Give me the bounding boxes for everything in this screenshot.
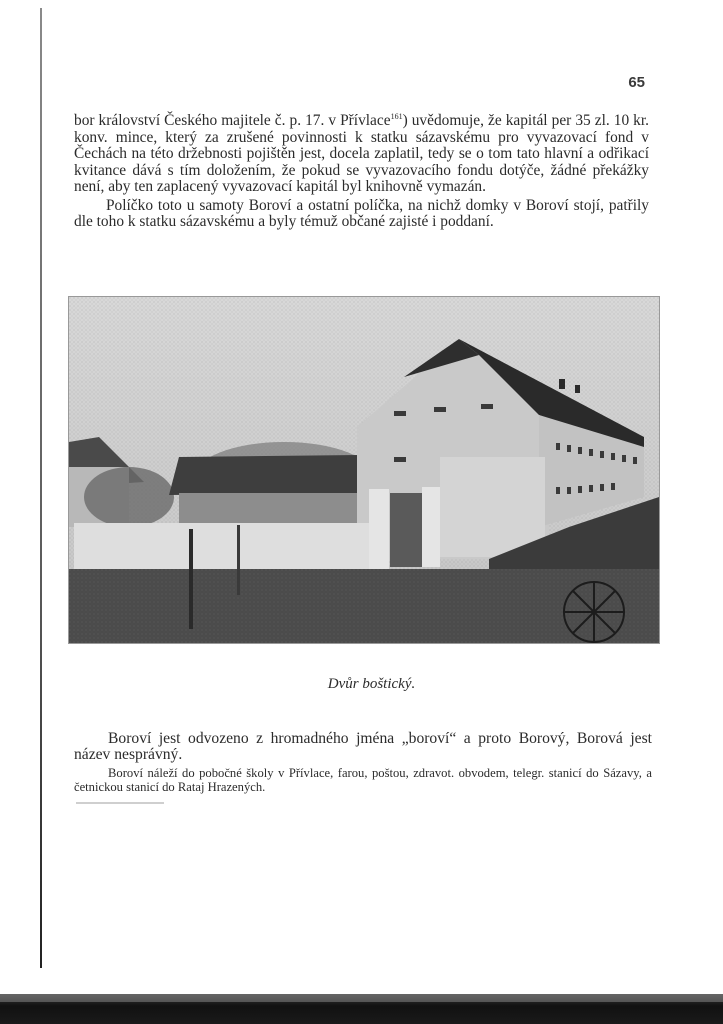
chimney: [559, 379, 565, 389]
photo-caption: Dvůr boštický.: [327, 676, 416, 692]
paragraph-1: [74, 113, 649, 196]
cart-wheel: [564, 582, 624, 642]
farm-photo: [68, 296, 660, 644]
print-mark: [76, 802, 164, 804]
lower-text: [74, 731, 652, 794]
fence-post: [237, 525, 240, 595]
paragraph-2: Políčko toto u samoty Boroví a ostatní políčka, na nichž domky v Boroví stojí, patřily dle toho k statku sázavskému a byly témuž občané zajisté i poddaní.: [74, 196, 649, 230]
scanner-edge: [0, 994, 723, 1024]
page-spine-shadow: [40, 8, 42, 968]
paragraph-4: Boroví náleží do pobočné školy v Přívlace, farou, poštou, zdravot. obvodem, telegr. stanicí do Sázavy, a četnickou stanicí do Rataj Hrazených.: [74, 766, 652, 794]
farm-illustration: [69, 297, 659, 643]
chimney: [575, 385, 580, 393]
paragraph-1-end: ) uvědomuje, že kapitál per 35 zl. 10 kr. konv. mince, který za zrušené povinnosti k statku sázavskému pro vyvazovací fond v Čechách na této držebnosti pojištěn jest, docela zaplatil, tedy se o tom tato hlavní a odřikací kvitance dává s tím doložením, že pokud se vyvazovacího fondu dotýče, žádné překážky není, aby ten zaplacený vyvazovací kapitál byl knihovně vymazán.: [74, 112, 649, 195]
paragraph-1-start: bor království Českého majitele č. p. 17. v Přívlace: [74, 112, 391, 129]
paragraph-3: Boroví jest odvozeno z hromadného jména „boroví“ a proto Borový, Borová jest název nesprávný.: [74, 730, 652, 763]
middle-barn-roof: [169, 455, 359, 495]
gate-door: [390, 493, 422, 567]
courtyard-wall: [74, 523, 384, 575]
main-text: [74, 113, 649, 231]
footnote-ref: 161: [390, 111, 403, 121]
middle-barn-wall: [179, 493, 359, 523]
page-number: 65: [628, 74, 645, 91]
gate-pillar: [422, 487, 440, 567]
front-wall: [440, 457, 545, 557]
gate-pillar: [369, 489, 389, 569]
tree-cluster-left: [84, 467, 174, 527]
fence-post: [189, 529, 193, 629]
